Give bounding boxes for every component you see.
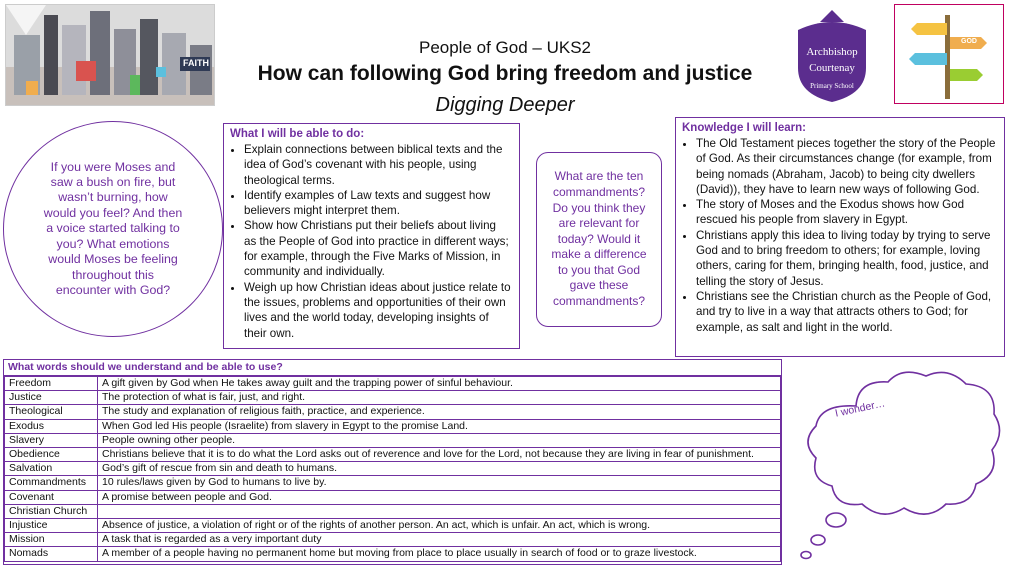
- vocab-term: Exodus: [5, 419, 98, 433]
- vocab-term: Mission: [5, 533, 98, 547]
- faith-sign: FAITH: [183, 58, 209, 68]
- vocab-term: Freedom: [5, 377, 98, 391]
- vocab-term: Nomads: [5, 547, 98, 561]
- logo-line-2: Courtenay: [809, 62, 855, 74]
- moses-question-bubble: [3, 121, 223, 337]
- list-item: • Christians apply this idea to living today by trying to serve God and to bring freedom to others; for example, loving others, caring for them, bringing health, food, justice, and telling the story of Jesus.: [696, 228, 996, 289]
- vocab-term: Christian Church: [5, 504, 98, 518]
- list-item: • Show how Christians put their beliefs about living as the People of God into practice in different ways; for example, through the Five Marks of Mission, in community and individually.: [244, 218, 511, 279]
- wonder-text: I wonder…: [834, 397, 887, 420]
- vocab-definition: Christians believe that it is to do what the Lord asks out of reverence and love for the Lord, not because they are living in fear of punishment.: [98, 448, 781, 462]
- able-to-do-list: [230, 142, 511, 341]
- commandments-question-box: [536, 152, 662, 327]
- vocab-definition: A task that is regarded as a very important duty: [98, 533, 781, 547]
- table-row: [5, 533, 781, 547]
- table-row: [5, 419, 781, 433]
- wonder-cloud: [796, 362, 1006, 562]
- vocab-term: Injustice: [5, 519, 98, 533]
- table-row: [5, 490, 781, 504]
- knowledge-box: [675, 117, 1005, 357]
- vocab-term: Theological: [5, 405, 98, 419]
- vocab-term: Justice: [5, 391, 98, 405]
- vocab-definition: When God led His people (Israelite) from slavery in Egypt to the promise Land.: [98, 419, 781, 433]
- vocab-term: Salvation: [5, 462, 98, 476]
- table-row: [5, 462, 781, 476]
- vocab-title: What words should we understand and be able to use?: [4, 360, 781, 376]
- vocab-term: Slavery: [5, 433, 98, 447]
- vocab-definition: A gift given by God when He takes away guilt and the trapping power of sinful behaviour.: [98, 377, 781, 391]
- table-row: [5, 504, 781, 518]
- table-row: [5, 519, 781, 533]
- vocab-definition: A member of a people having no permanent home but moving from place to place usually in search of food or to graze livestock.: [98, 547, 781, 561]
- table-row: [5, 448, 781, 462]
- knowledge-title: Knowledge I will learn:: [682, 122, 806, 134]
- logo-line-3: Primary School: [810, 82, 854, 90]
- page-digging: Digging Deeper: [435, 94, 575, 116]
- signpost-god-label: GOD: [961, 38, 977, 45]
- list-item: • Explain connections between biblical texts and the idea of God’s covenant with his people, using theological terms.: [244, 142, 511, 188]
- list-item: • The Old Testament pieces together the story of the People of God. As their circumstances change (for example, from being nomads (Abraham, Jacob) to being city dwellers (David)), they have to learn new ways of following God.: [696, 136, 996, 197]
- vocab-term: Obedience: [5, 448, 98, 462]
- list-item: • Christians see the Christian church as the People of God, and try to live in a way that attracts others to God; for example, as salt and light in the world.: [696, 289, 996, 335]
- vocab-definition: A promise between people and God.: [98, 490, 781, 504]
- vocab-definition: The study and explanation of religious faith, practice, and experience.: [98, 405, 781, 419]
- able-to-do-box: [223, 123, 520, 349]
- list-item: • Weigh up how Christian ideas about justice relate to the issues, problems and opportunities of their own lives and the world today, developing insights of their own.: [244, 280, 511, 341]
- vocab-definition: Absence of justice, a violation of right or of the rights of another person. An act, which is unfair. An act, which is wrong.: [98, 519, 781, 533]
- table-row: [5, 433, 781, 447]
- table-row: [5, 547, 781, 561]
- vocab-box: [3, 359, 782, 565]
- list-item: • Identify examples of Law texts and suggest how believers might interpret them.: [244, 188, 511, 219]
- page-title: How can following God bring freedom and justice: [257, 62, 753, 85]
- able-to-do-title: What I will be able to do:: [230, 128, 365, 140]
- vocab-definition: God’s gift of rescue from sin and death to humans.: [98, 462, 781, 476]
- signpost-image: [894, 4, 1004, 104]
- banner-illustration: [5, 4, 215, 106]
- vocab-term: Commandments: [5, 476, 98, 490]
- logo-line-1: Archbishop: [806, 46, 858, 58]
- table-row: [5, 377, 781, 391]
- moses-question-text: If you were Moses and saw a bush on fire, but wasn’t burning, how would you feel? And then a voice started talking to you? What emotions would Moses be feeling throughout this encounter with God?: [43, 159, 183, 297]
- list-item: • The story of Moses and the Exodus shows how God rescued his people from slavery in Egypt.: [696, 197, 996, 228]
- vocab-definition: People owning other people.: [98, 433, 781, 447]
- table-row: [5, 391, 781, 405]
- knowledge-list: [682, 136, 996, 335]
- table-row: [5, 405, 781, 419]
- school-logo: [790, 8, 874, 104]
- vocab-table: [4, 376, 781, 562]
- page-subtitle: People of God – UKS2: [418, 38, 591, 57]
- vocab-definition: 10 rules/laws given by God to humans to live by.: [98, 476, 781, 490]
- table-row: [5, 476, 781, 490]
- vocab-definition: [98, 504, 781, 518]
- vocab-term: Covenant: [5, 490, 98, 504]
- vocab-definition: The protection of what is fair, just, and right.: [98, 391, 781, 405]
- commandments-question-text: What are the ten commandments? Do you think they are relevant for today? Would it make a difference to you that God gave these commandments?: [551, 169, 647, 309]
